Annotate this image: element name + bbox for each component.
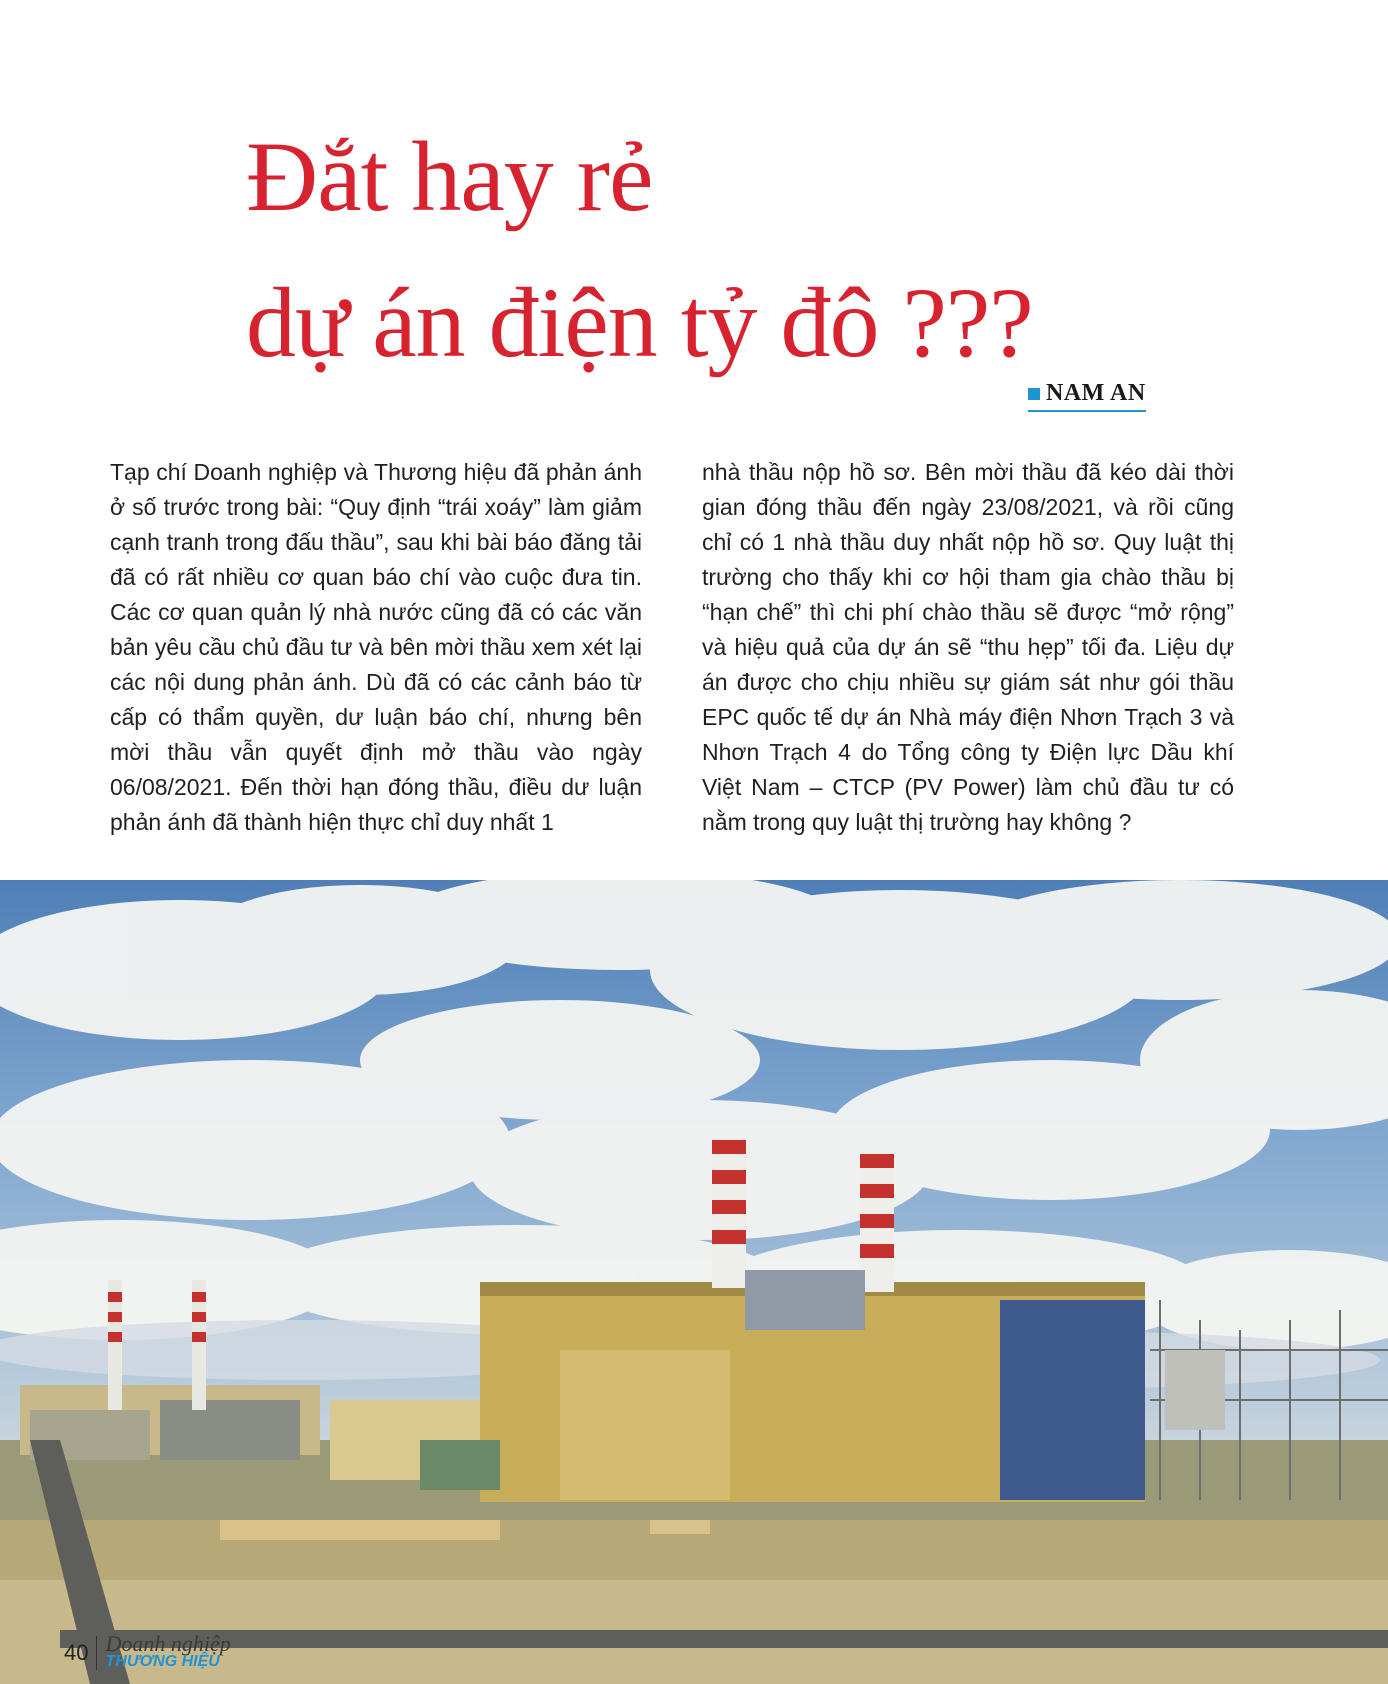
article-column-right [702, 455, 1234, 840]
page-footer [64, 1631, 231, 1670]
article-title [246, 104, 1246, 396]
page-number: 40 [64, 1640, 89, 1665]
title-line-1: Đắt hay rẻ [246, 121, 653, 232]
author-byline [1028, 380, 1146, 412]
article-column-left [110, 455, 642, 840]
logo-line-1: Doanh nghiệp [105, 1631, 231, 1656]
body-paragraph: Tạp chí Doanh nghiệp và Thương hiệu đã phản ánh ở số trước trong bài: “Quy định “trái xoáy” làm giảm cạnh tranh trong đấu thầu”, sau khi bài báo đăng tải đã có rất nhiều cơ quan báo chí vào cuộc đưa tin. Các cơ quan quản lý nhà nước cũng đã có các văn bản yêu cầu chủ đầu tư và bên mời thầu xem xét lại các nội dung phản ánh. Dù đã có các cảnh báo từ cấp có thẩm quyền, dư luận báo chí, nhưng bên mời thầu vẫn quyết định mở thầu vào ngày 06/08/2021. Đến thời hạn đóng thầu, điều dư luận phản ánh đã thành hiện thực chỉ duy nhất 1 [110, 459, 642, 835]
power-plant-illustration [0, 880, 1388, 1684]
logo-line-2: THƯƠNG HIỆU [105, 1653, 220, 1670]
body-paragraph: nhà thầu nộp hồ sơ. Bên mời thầu đã kéo dài thời gian đóng thầu đến ngày 23/08/2021, và rồi cũng chỉ có 1 nhà thầu duy nhất nộp hồ sơ. Quy luật thị trường cho thấy khi cơ hội tham gia chào thầu bị “hạn chế” thì chi phí chào thầu sẽ được “mở rộng” và hiệu quả của dự án sẽ “thu hẹp” tối đa. Liệu dự án được cho chịu nhiều sự giám sát như gói thầu EPC quốc tế dự án Nhà máy điện Nhơn Trạch 3 và Nhơn Trạch 4 do Tổng công ty Điện lực Dầu khí Việt Nam – CTCP (PV Power) làm chủ đầu tư có nằm trong quy luật thị trường hay không ? [702, 459, 1234, 835]
square-bullet-icon [1028, 388, 1040, 400]
magazine-logo [105, 1631, 231, 1670]
author-name: NAM AN [1046, 380, 1146, 406]
power-plant-photo [0, 880, 1388, 1684]
title-line-2: dự án điện tỷ đô ??? [246, 267, 1033, 378]
footer-divider [96, 1636, 97, 1670]
